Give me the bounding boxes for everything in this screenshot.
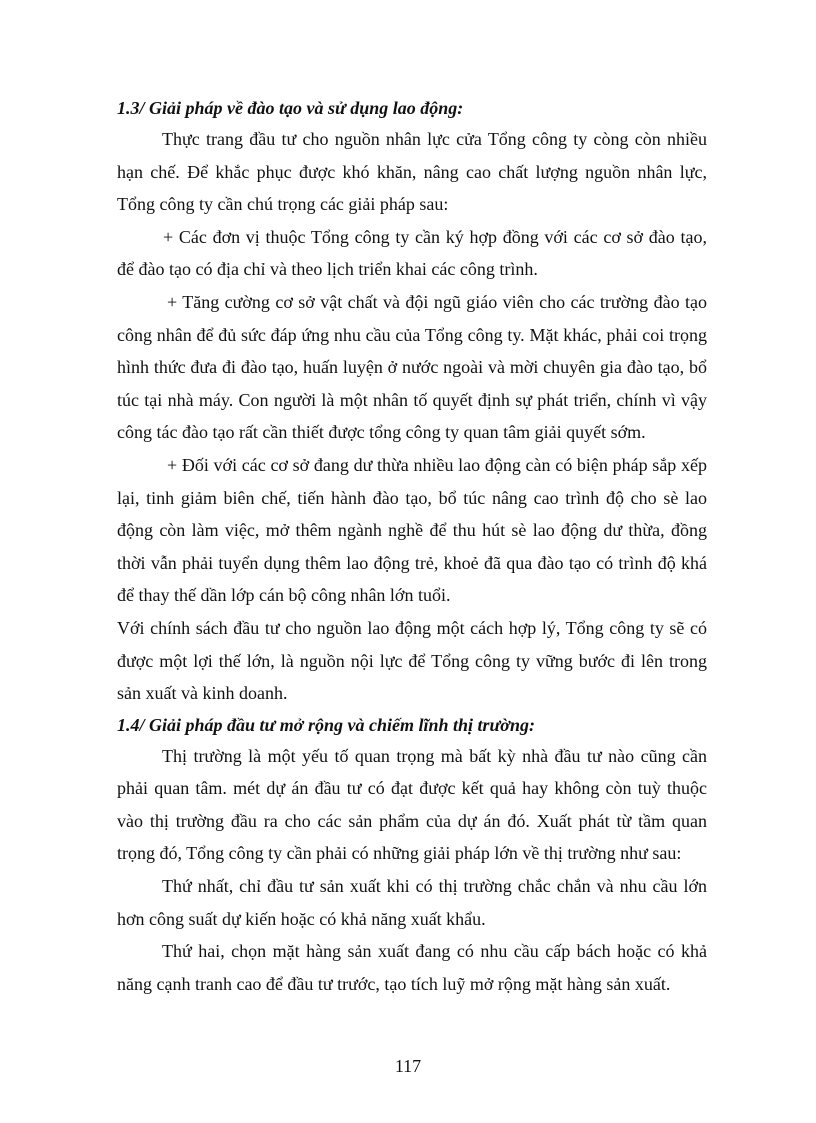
section-1-3-paragraph-intro: Thực trang đầu tư cho nguồn nhân lực cửa Tổng công ty còng còn nhiều hạn chế. Để khắc phục được khó khăn, nâng cao chất lượng nguồn nhân lực, Tổng công ty cần chú trọng các giải pháp sau: (117, 129, 707, 215)
section-1-3-heading: 1.3/ Giải pháp về đào tạo và sử dụng lao động: (117, 98, 464, 118)
section-1-4-paragraph-first: Thứ nhất, chỉ đầu tư sản xuất khi có thị trường chắc chắn và nhu cầu lớn hơn công suất dự kiến hoặc có khả năng xuất khẩu. (117, 876, 707, 929)
section-1-3-paragraph-facilities: + Tăng cường cơ sở vật chất và đội ngũ giáo viên cho các trường đào tạo công nhân để đủ sức đáp ứng nhu cầu của Tổng công ty. Mặt khác, phải coi trọng hình thức đưa đi đào tạo, huấn luyện ở nước ngoài và mời chuyên gia đào tạo, bổ túc tại nhà máy. Con người là một nhân tố quyết định sự phát triển, chính vì vậy công tác đào tạo rất cần thiết được tổng công ty quan tâm giải quyết sớm. (117, 291, 707, 443)
document-page (117, 93, 707, 1000)
page-number: 117 (394, 1056, 422, 1076)
section-1-3-paragraph-conclusion: Với chính sách đầu tư cho nguồn lao động một cách hợp lý, Tổng công ty sẽ có được một lợi thế lớn, là nguồn nội lực để Tổng công ty vững bước đi lên trong sản xuất và kinh doanh. (117, 617, 707, 704)
section-1-3-paragraph-surplus-labor: + Đối với các cơ sở đang dư thừa nhiều lao động càn có biện pháp sắp xếp lại, tinh giảm biên chế, tiến hành đào tạo, bổ túc nâng cao trình độ cho sè lao động còn làm việc, mở thêm ngành nghề để thu hút sè lao động dư thừa, đồng thời vẫn phải tuyển dụng thêm lao động trẻ, khoẻ đã qua đào tạo có trình độ khá để thay thế dần lớp cán bộ công nhân lớn tuổi. (117, 454, 707, 606)
section-1-4-paragraph-intro: Thị trường là một yếu tố quan trọng mà bất kỳ nhà đầu tư nào cũng cần phải quan tâm. mét dự án đầu tư có đạt được kết quả hay không còn tuỳ thuộc vào thị trường đầu ra cho các sản phẩm của dự án đó. Xuất phát từ tầm quan trọng đó, Tổng công ty cần phải có những giải pháp lớn về thị trường như sau: (117, 745, 707, 864)
section-1-4-heading: 1.4/ Giải pháp đầu tư mở rộng và chiếm lĩnh thị trường: (117, 714, 535, 735)
section-1-4-paragraph-second: Thứ hai, chọn mặt hàng sản xuất đang có nhu cầu cấp bách hoặc có khả năng cạnh tranh cao để đầu tư trước, tạo tích luỹ mở rộng mặt hàng sản xuất. (117, 941, 707, 994)
section-1-3-paragraph-contracts: + Các đơn vị thuộc Tổng công ty cần ký hợp đồng với các cơ sở đào tạo, để đào tạo có địa chỉ và theo lịch triển khai các công trình. (117, 226, 707, 280)
